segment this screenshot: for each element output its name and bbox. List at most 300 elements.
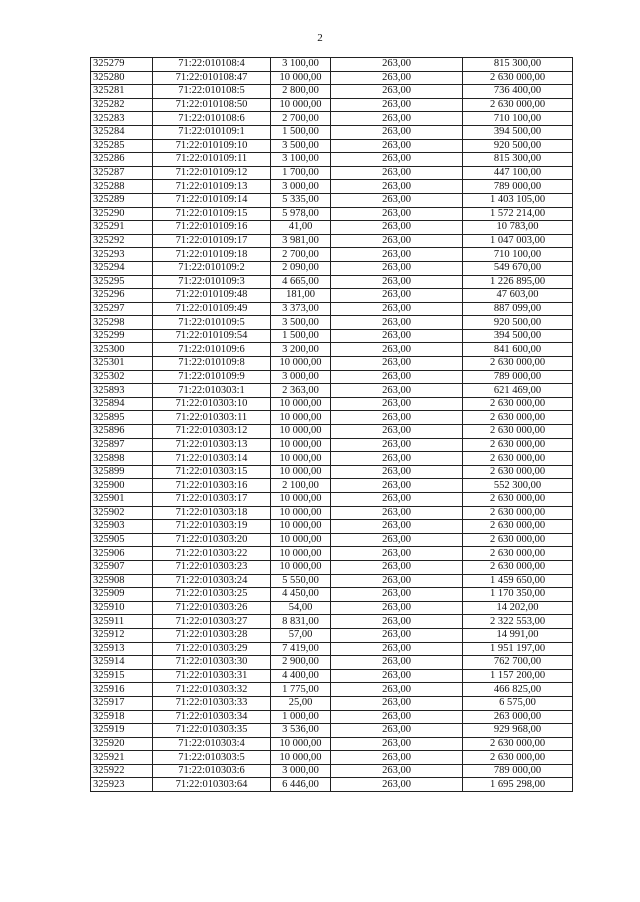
row-id-cell: 325291 [91, 221, 153, 235]
value-cell: 789 000,00 [463, 370, 573, 384]
rate-cell: 263,00 [331, 275, 463, 289]
row-id-cell: 325909 [91, 588, 153, 602]
row-id-cell: 325923 [91, 778, 153, 792]
row-id-cell: 325286 [91, 153, 153, 167]
cadastral-number-cell: 71:22:010109:11 [153, 153, 271, 167]
rate-cell: 263,00 [331, 628, 463, 642]
row-id-cell: 325906 [91, 547, 153, 561]
row-id-cell: 325279 [91, 58, 153, 72]
cadastral-number-cell: 71:22:010108:4 [153, 58, 271, 72]
rate-cell: 263,00 [331, 316, 463, 330]
cadastral-number-cell: 71:22:010303:25 [153, 588, 271, 602]
row-id-cell: 325296 [91, 289, 153, 303]
rate-cell: 263,00 [331, 764, 463, 778]
value-cell: 1 170 350,00 [463, 588, 573, 602]
cadastral-number-cell: 71:22:010303:10 [153, 397, 271, 411]
value-cell: 6 575,00 [463, 696, 573, 710]
value-cell: 2 630 000,00 [463, 465, 573, 479]
page-number: 2 [317, 32, 323, 44]
area-cell: 10 000,00 [271, 98, 331, 112]
area-cell: 5 550,00 [271, 574, 331, 588]
cadastral-number-cell: 71:22:010109:12 [153, 166, 271, 180]
area-cell: 3 100,00 [271, 153, 331, 167]
rate-cell: 263,00 [331, 615, 463, 629]
value-cell: 552 300,00 [463, 479, 573, 493]
area-cell: 1 500,00 [271, 125, 331, 139]
cadastral-number-cell: 71:22:010303:22 [153, 547, 271, 561]
cadastral-number-cell: 71:22:010303:28 [153, 628, 271, 642]
rate-cell: 263,00 [331, 166, 463, 180]
table-row [91, 615, 573, 629]
row-id-cell: 325288 [91, 180, 153, 194]
table-row [91, 764, 573, 778]
cadastral-number-cell: 71:22:010109:14 [153, 193, 271, 207]
table-row [91, 180, 573, 194]
table-row [91, 628, 573, 642]
row-id-cell: 325912 [91, 628, 153, 642]
area-cell: 3 000,00 [271, 764, 331, 778]
value-cell: 762 700,00 [463, 656, 573, 670]
value-cell: 2 630 000,00 [463, 357, 573, 371]
row-id-cell: 325292 [91, 234, 153, 248]
value-cell: 789 000,00 [463, 764, 573, 778]
table-row [91, 493, 573, 507]
area-cell: 4 665,00 [271, 275, 331, 289]
rate-cell: 263,00 [331, 574, 463, 588]
area-cell: 10 000,00 [271, 425, 331, 439]
area-cell: 4 450,00 [271, 588, 331, 602]
cadastral-number-cell: 71:22:010303:12 [153, 425, 271, 439]
value-cell: 1 572 214,00 [463, 207, 573, 221]
value-cell: 1 695 298,00 [463, 778, 573, 792]
area-cell: 3 536,00 [271, 724, 331, 738]
cadastral-number-cell: 71:22:010303:26 [153, 601, 271, 615]
cadastral-number-cell: 71:22:010303:18 [153, 506, 271, 520]
area-cell: 2 700,00 [271, 248, 331, 262]
row-id-cell: 325300 [91, 343, 153, 357]
row-id-cell: 325301 [91, 357, 153, 371]
area-cell: 3 000,00 [271, 180, 331, 194]
area-cell: 10 000,00 [271, 533, 331, 547]
rate-cell: 263,00 [331, 751, 463, 765]
rate-cell: 263,00 [331, 425, 463, 439]
area-cell: 3 500,00 [271, 316, 331, 330]
rate-cell: 263,00 [331, 493, 463, 507]
area-cell: 10 000,00 [271, 751, 331, 765]
table-row [91, 125, 573, 139]
area-cell: 41,00 [271, 221, 331, 235]
row-id-cell: 325901 [91, 493, 153, 507]
value-cell: 394 500,00 [463, 329, 573, 343]
value-cell: 2 630 000,00 [463, 547, 573, 561]
table-row [91, 547, 573, 561]
value-cell: 736 400,00 [463, 85, 573, 99]
rate-cell: 263,00 [331, 384, 463, 398]
table-row [91, 302, 573, 316]
area-cell: 2 100,00 [271, 479, 331, 493]
row-id-cell: 325914 [91, 656, 153, 670]
table-row [91, 153, 573, 167]
row-id-cell: 325919 [91, 724, 153, 738]
table-row [91, 166, 573, 180]
row-id-cell: 325907 [91, 560, 153, 574]
cadastral-number-cell: 71:22:010109:10 [153, 139, 271, 153]
row-id-cell: 325913 [91, 642, 153, 656]
cadastral-number-cell: 71:22:010108:50 [153, 98, 271, 112]
area-cell: 10 000,00 [271, 357, 331, 371]
cadastral-number-cell: 71:22:010303:16 [153, 479, 271, 493]
row-id-cell: 325284 [91, 125, 153, 139]
row-id-cell: 325289 [91, 193, 153, 207]
area-cell: 5 978,00 [271, 207, 331, 221]
area-cell: 1 000,00 [271, 710, 331, 724]
rate-cell: 263,00 [331, 710, 463, 724]
row-id-cell: 325894 [91, 397, 153, 411]
row-id-cell: 325896 [91, 425, 153, 439]
row-id-cell: 325294 [91, 261, 153, 275]
rate-cell: 263,00 [331, 642, 463, 656]
cadastral-number-cell: 71:22:010303:11 [153, 411, 271, 425]
cadastral-number-cell: 71:22:010108:6 [153, 112, 271, 126]
value-cell: 1 951 197,00 [463, 642, 573, 656]
table-row [91, 357, 573, 371]
cadastral-number-cell: 71:22:010303:13 [153, 438, 271, 452]
cadastral-number-cell: 71:22:010109:5 [153, 316, 271, 330]
area-cell: 181,00 [271, 289, 331, 303]
area-cell: 5 335,00 [271, 193, 331, 207]
value-cell: 10 783,00 [463, 221, 573, 235]
row-id-cell: 325905 [91, 533, 153, 547]
value-cell: 394 500,00 [463, 125, 573, 139]
table-row [91, 98, 573, 112]
cadastral-number-cell: 71:22:010109:49 [153, 302, 271, 316]
row-id-cell: 325918 [91, 710, 153, 724]
value-cell: 920 500,00 [463, 316, 573, 330]
value-cell: 2 630 000,00 [463, 560, 573, 574]
rate-cell: 263,00 [331, 370, 463, 384]
value-cell: 2 630 000,00 [463, 737, 573, 751]
row-id-cell: 325299 [91, 329, 153, 343]
row-id-cell: 325293 [91, 248, 153, 262]
value-cell: 2 630 000,00 [463, 411, 573, 425]
area-cell: 10 000,00 [271, 547, 331, 561]
rate-cell: 263,00 [331, 234, 463, 248]
row-id-cell: 325297 [91, 302, 153, 316]
rate-cell: 263,00 [331, 289, 463, 303]
rate-cell: 263,00 [331, 560, 463, 574]
row-id-cell: 325285 [91, 139, 153, 153]
table-row [91, 397, 573, 411]
row-id-cell: 325898 [91, 452, 153, 466]
area-cell: 7 419,00 [271, 642, 331, 656]
cadastral-value-table [90, 57, 573, 792]
rate-cell: 263,00 [331, 724, 463, 738]
value-cell: 1 459 650,00 [463, 574, 573, 588]
value-cell: 2 630 000,00 [463, 425, 573, 439]
value-cell: 2 630 000,00 [463, 452, 573, 466]
value-cell: 2 630 000,00 [463, 438, 573, 452]
rate-cell: 263,00 [331, 696, 463, 710]
area-cell: 10 000,00 [271, 397, 331, 411]
value-cell: 447 100,00 [463, 166, 573, 180]
value-cell: 841 600,00 [463, 343, 573, 357]
cadastral-number-cell: 71:22:010109:6 [153, 343, 271, 357]
area-cell: 3 373,00 [271, 302, 331, 316]
table-row [91, 465, 573, 479]
area-cell: 57,00 [271, 628, 331, 642]
area-cell: 10 000,00 [271, 438, 331, 452]
cadastral-number-cell: 71:22:010303:20 [153, 533, 271, 547]
table-row [91, 710, 573, 724]
cadastral-number-cell: 71:22:010108:5 [153, 85, 271, 99]
table-row [91, 656, 573, 670]
table-row [91, 533, 573, 547]
row-id-cell: 325903 [91, 520, 153, 534]
area-cell: 1 775,00 [271, 683, 331, 697]
area-cell: 3 981,00 [271, 234, 331, 248]
row-id-cell: 325302 [91, 370, 153, 384]
rate-cell: 263,00 [331, 261, 463, 275]
rate-cell: 263,00 [331, 465, 463, 479]
table-row [91, 737, 573, 751]
table-row [91, 479, 573, 493]
area-cell: 10 000,00 [271, 520, 331, 534]
cadastral-number-cell: 71:22:010303:33 [153, 696, 271, 710]
rate-cell: 263,00 [331, 778, 463, 792]
row-id-cell: 325911 [91, 615, 153, 629]
row-id-cell: 325897 [91, 438, 153, 452]
row-id-cell: 325921 [91, 751, 153, 765]
row-id-cell: 325900 [91, 479, 153, 493]
rate-cell: 263,00 [331, 438, 463, 452]
row-id-cell: 325910 [91, 601, 153, 615]
cadastral-number-cell: 71:22:010303:27 [153, 615, 271, 629]
rate-cell: 263,00 [331, 329, 463, 343]
table-row [91, 724, 573, 738]
value-cell: 1 047 003,00 [463, 234, 573, 248]
table-row [91, 58, 573, 72]
value-cell: 2 630 000,00 [463, 71, 573, 85]
rate-cell: 263,00 [331, 411, 463, 425]
cadastral-number-cell: 71:22:010109:3 [153, 275, 271, 289]
cadastral-number-cell: 71:22:010303:34 [153, 710, 271, 724]
table-row [91, 289, 573, 303]
cadastral-number-cell: 71:22:010303:29 [153, 642, 271, 656]
cadastral-number-cell: 71:22:010303:19 [153, 520, 271, 534]
rate-cell: 263,00 [331, 248, 463, 262]
row-id-cell: 325899 [91, 465, 153, 479]
area-cell: 1 500,00 [271, 329, 331, 343]
cadastral-number-cell: 71:22:010109:1 [153, 125, 271, 139]
value-cell: 466 825,00 [463, 683, 573, 697]
rate-cell: 263,00 [331, 125, 463, 139]
row-id-cell: 325922 [91, 764, 153, 778]
table-row [91, 438, 573, 452]
cadastral-number-cell: 71:22:010303:1 [153, 384, 271, 398]
area-cell: 2 800,00 [271, 85, 331, 99]
area-cell: 54,00 [271, 601, 331, 615]
row-id-cell: 325917 [91, 696, 153, 710]
value-cell: 14 202,00 [463, 601, 573, 615]
cadastral-number-cell: 71:22:010303:17 [153, 493, 271, 507]
table-row [91, 370, 573, 384]
cadastral-number-cell: 71:22:010109:18 [153, 248, 271, 262]
row-id-cell: 325295 [91, 275, 153, 289]
area-cell: 3 000,00 [271, 370, 331, 384]
rate-cell: 263,00 [331, 533, 463, 547]
rate-cell: 263,00 [331, 397, 463, 411]
rate-cell: 263,00 [331, 58, 463, 72]
area-cell: 10 000,00 [271, 493, 331, 507]
value-cell: 2 630 000,00 [463, 397, 573, 411]
table-row [91, 193, 573, 207]
value-cell: 929 968,00 [463, 724, 573, 738]
table-row [91, 574, 573, 588]
table-row [91, 669, 573, 683]
area-cell: 3 100,00 [271, 58, 331, 72]
value-cell: 47 603,00 [463, 289, 573, 303]
rate-cell: 263,00 [331, 180, 463, 194]
value-cell: 887 099,00 [463, 302, 573, 316]
value-cell: 2 630 000,00 [463, 98, 573, 112]
rate-cell: 263,00 [331, 656, 463, 670]
row-id-cell: 325920 [91, 737, 153, 751]
value-cell: 2 630 000,00 [463, 751, 573, 765]
cadastral-number-cell: 71:22:010303:5 [153, 751, 271, 765]
rate-cell: 263,00 [331, 153, 463, 167]
row-id-cell: 325287 [91, 166, 153, 180]
area-cell: 2 700,00 [271, 112, 331, 126]
row-id-cell: 325282 [91, 98, 153, 112]
table-row [91, 683, 573, 697]
table-row [91, 778, 573, 792]
table-row [91, 411, 573, 425]
rate-cell: 263,00 [331, 588, 463, 602]
rate-cell: 263,00 [331, 207, 463, 221]
row-id-cell: 325916 [91, 683, 153, 697]
table-row [91, 139, 573, 153]
row-id-cell: 325298 [91, 316, 153, 330]
table-row [91, 85, 573, 99]
table-body [91, 58, 573, 792]
table-row [91, 425, 573, 439]
value-cell: 710 100,00 [463, 112, 573, 126]
cadastral-number-cell: 71:22:010303:32 [153, 683, 271, 697]
cadastral-number-cell: 71:22:010109:2 [153, 261, 271, 275]
row-id-cell: 325895 [91, 411, 153, 425]
row-id-cell: 325908 [91, 574, 153, 588]
rate-cell: 263,00 [331, 669, 463, 683]
table-row [91, 329, 573, 343]
area-cell: 10 000,00 [271, 71, 331, 85]
cadastral-number-cell: 71:22:010108:47 [153, 71, 271, 85]
table-row [91, 275, 573, 289]
rate-cell: 263,00 [331, 683, 463, 697]
table-row [91, 751, 573, 765]
row-id-cell: 325280 [91, 71, 153, 85]
value-cell: 710 100,00 [463, 248, 573, 262]
cadastral-number-cell: 71:22:010109:16 [153, 221, 271, 235]
row-id-cell: 325281 [91, 85, 153, 99]
cadastral-number-cell: 71:22:010109:17 [153, 234, 271, 248]
rate-cell: 263,00 [331, 71, 463, 85]
value-cell: 621 469,00 [463, 384, 573, 398]
area-cell: 10 000,00 [271, 506, 331, 520]
area-cell: 3 200,00 [271, 343, 331, 357]
cadastral-number-cell: 71:22:010109:54 [153, 329, 271, 343]
area-cell: 2 363,00 [271, 384, 331, 398]
cadastral-number-cell: 71:22:010303:30 [153, 656, 271, 670]
rate-cell: 263,00 [331, 85, 463, 99]
value-cell: 815 300,00 [463, 58, 573, 72]
area-cell: 4 400,00 [271, 669, 331, 683]
row-id-cell: 325283 [91, 112, 153, 126]
area-cell: 10 000,00 [271, 465, 331, 479]
cadastral-number-cell: 71:22:010303:24 [153, 574, 271, 588]
rate-cell: 263,00 [331, 520, 463, 534]
area-cell: 1 700,00 [271, 166, 331, 180]
cadastral-number-cell: 71:22:010303:14 [153, 452, 271, 466]
table-row [91, 384, 573, 398]
table-row [91, 520, 573, 534]
rate-cell: 263,00 [331, 601, 463, 615]
area-cell: 8 831,00 [271, 615, 331, 629]
table-row [91, 452, 573, 466]
row-id-cell: 325290 [91, 207, 153, 221]
value-cell: 1 157 200,00 [463, 669, 573, 683]
table-row [91, 261, 573, 275]
rate-cell: 263,00 [331, 452, 463, 466]
table-row [91, 506, 573, 520]
value-cell: 14 991,00 [463, 628, 573, 642]
cadastral-number-cell: 71:22:010303:35 [153, 724, 271, 738]
rate-cell: 263,00 [331, 343, 463, 357]
table-row [91, 316, 573, 330]
cadastral-number-cell: 71:22:010303:15 [153, 465, 271, 479]
value-cell: 920 500,00 [463, 139, 573, 153]
cadastral-number-cell: 71:22:010303:64 [153, 778, 271, 792]
value-cell: 1 403 105,00 [463, 193, 573, 207]
area-cell: 3 500,00 [271, 139, 331, 153]
table-row [91, 221, 573, 235]
table-row [91, 642, 573, 656]
value-cell: 2 630 000,00 [463, 520, 573, 534]
cadastral-number-cell: 71:22:010303:23 [153, 560, 271, 574]
table-row [91, 343, 573, 357]
area-cell: 10 000,00 [271, 411, 331, 425]
value-cell: 815 300,00 [463, 153, 573, 167]
row-id-cell: 325893 [91, 384, 153, 398]
rate-cell: 263,00 [331, 547, 463, 561]
value-cell: 1 226 895,00 [463, 275, 573, 289]
value-cell: 2 630 000,00 [463, 506, 573, 520]
value-cell: 2 630 000,00 [463, 493, 573, 507]
value-cell: 789 000,00 [463, 180, 573, 194]
area-cell: 25,00 [271, 696, 331, 710]
row-id-cell: 325915 [91, 669, 153, 683]
cadastral-number-cell: 71:22:010109:8 [153, 357, 271, 371]
area-cell: 10 000,00 [271, 452, 331, 466]
rate-cell: 263,00 [331, 506, 463, 520]
table-row [91, 601, 573, 615]
value-cell: 549 670,00 [463, 261, 573, 275]
value-cell: 2 322 553,00 [463, 615, 573, 629]
table-row [91, 248, 573, 262]
value-cell: 263 000,00 [463, 710, 573, 724]
cadastral-number-cell: 71:22:010303:31 [153, 669, 271, 683]
rate-cell: 263,00 [331, 221, 463, 235]
table-row [91, 112, 573, 126]
